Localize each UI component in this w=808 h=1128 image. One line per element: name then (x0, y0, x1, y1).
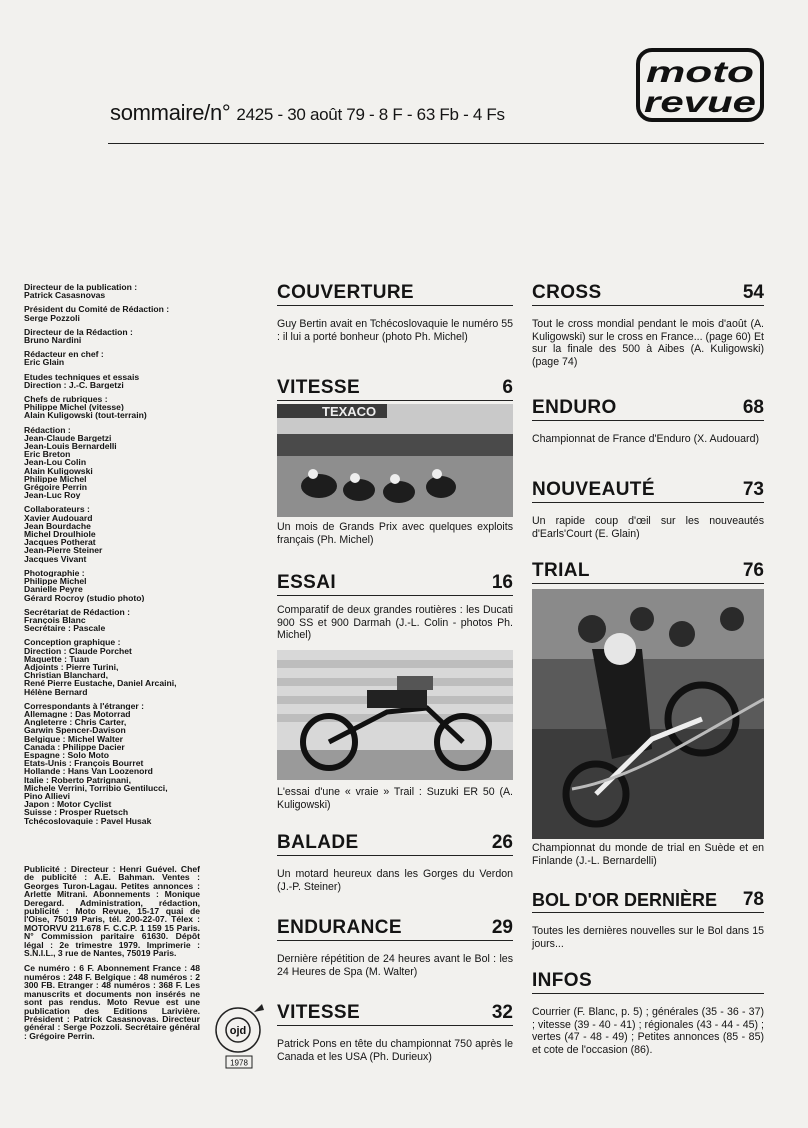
sommaire-label: sommaire/n° (110, 100, 231, 125)
subscription-paragraph: Ce numéro : 6 F. Abonnement France : 48 numéros : 248 F. Belgique : 48 numéros : 2 300 FB. Etranger : 48 numéros : 368 F. Les manuscrits et documents non insérés ne sont pas rendus. Moto Revue est une publication des Editions Larivière. Président : Patrick Casasnovas. Directeur général : Serge Pozzoli. Secrétaire général : Grégoire Perrin. (24, 963, 200, 1041)
staff-name: Secrétaire : Pascale (24, 624, 106, 633)
section-page: 73 (742, 479, 764, 500)
staff-block (24, 569, 204, 602)
staff-block (24, 608, 204, 633)
staff-role: Directeur de la Rédaction : (24, 327, 133, 337)
issue-header (110, 100, 505, 126)
staff-name: Alain Kuligowski (tout-terrain) (24, 411, 147, 420)
staff-name: Bruno Nardini (24, 336, 82, 345)
staff-name: Eric Glain (24, 358, 65, 367)
ojd-seal (210, 1000, 268, 1072)
staff-name: Adjoints : Pierre Turini, (24, 662, 119, 672)
section-cross (532, 283, 764, 368)
section-vitesse-1-caption (277, 521, 513, 546)
staff-name: Maquette : Tuan (24, 654, 90, 663)
section-page: 6 (502, 377, 513, 398)
staff-name: Jean Bourdache (24, 521, 91, 531)
staff-name: Hollande : Hans Van Loozenord (24, 767, 153, 776)
staff-block (24, 283, 204, 299)
staff-name: Japon : Motor Cyclist (24, 800, 112, 809)
staff-role: Photographie : (24, 568, 85, 578)
staff-name: René Pierre Eustache, Daniel Arcaini, (24, 679, 177, 688)
section-description: Un mois de Grands Prix avec quelques exploits français (Ph. Michel) (277, 521, 513, 546)
section-description: Guy Bertin avait en Tchécoslovaquie le numéro 55 : il lui a porté bonheur (photo Ph. Michel) (277, 318, 513, 343)
staff-name: Hélène Bernard (24, 687, 88, 696)
section-title: VITESSE (277, 1002, 361, 1023)
section-description: Un rapide coup d'œil sur les nouveautés d'Earls'Court (E. Glain) (532, 515, 764, 540)
section-page: 78 (742, 889, 764, 910)
section-title: BOL D'OR DERNIÈRE (532, 890, 717, 910)
section-description: Tout le cross mondial pendant le mois d'août (A. Kuligowski) sur le cross en France... (page 60) Et sur la finale des 500 à Aibes (A. Kuligowski) (page 74) (532, 318, 764, 368)
staff-name: Christian Blanchard, (24, 671, 109, 680)
staff-block (24, 328, 204, 344)
staff-name: Grégoire Perrin (24, 483, 88, 492)
staff-name: Etats-Unis : François Bourret (24, 759, 144, 768)
section-title: ENDURANCE (277, 917, 402, 938)
section-title: NOUVEAUTÉ (532, 479, 655, 500)
section-page: 32 (491, 1002, 513, 1023)
header-rule (108, 143, 764, 144)
section-enduro (532, 398, 764, 446)
staff-credits (24, 283, 204, 831)
staff-block (24, 638, 204, 695)
section-trial-caption (532, 842, 764, 867)
suzuki-photo (277, 650, 513, 780)
staff-block (24, 702, 204, 825)
staff-role: Conception graphique : (24, 638, 121, 647)
section-description: Comparatif de deux grandes routières : les Ducati 900 SS et 900 Darmah (J.-L. Colin - photos Ph. Michel) (277, 604, 513, 641)
grand-prix-photo (277, 404, 513, 517)
staff-name: Patrick Casasnovas (24, 291, 106, 300)
section-description: Patrick Pons en tête du championnat 750 après le Canada et les USA (Ph. Durieux) (277, 1038, 513, 1063)
section-page: 26 (491, 832, 513, 853)
staff-role: Directeur de la publication : (24, 283, 138, 292)
staff-block (24, 505, 204, 562)
section-title: ESSAI (277, 572, 337, 593)
section-title: CROSS (532, 282, 602, 303)
staff-name: Eric Breton (24, 450, 71, 459)
staff-name: Jacques Potherat (24, 538, 96, 547)
staff-name: Michele Verrini, Torribio Gentilucci, (24, 783, 168, 792)
staff-role: Chefs de rubriques : (24, 395, 108, 404)
issue-info: 2425 - 30 août 79 - 8 F - 63 Fb - 4 Fs (236, 105, 505, 124)
section-description: Toutes les dernières nouvelles sur le Bol dans 15 jours... (532, 925, 764, 950)
staff-name: Jean-Claude Bargetzi (24, 433, 112, 443)
section-description: Courrier (F. Blanc, p. 5) ; générales (35 - 36 - 37) ; vitesse (39 - 40 - 41) ; régionales (43 - 44 - 45) ; vertes (47 - 48 - 49) ; Petites annonces (85 - 85) et cote de l'occasion (86). (532, 1006, 764, 1056)
section-vitesse-1 (277, 378, 513, 401)
staff-name: Alain Kuligowski (24, 466, 93, 475)
section-essai (277, 573, 513, 642)
staff-name: Direction : Claude Porchet (24, 646, 132, 655)
staff-block (24, 305, 204, 321)
section-page: 54 (742, 282, 764, 303)
section-title: TRIAL (532, 560, 590, 581)
staff-name: Xavier Audouard (24, 513, 93, 522)
staff-name: Jean-Louis Bernardelli (24, 442, 117, 451)
section-page: 16 (491, 572, 513, 593)
section-essai-caption (277, 786, 513, 811)
section-page: 76 (742, 560, 764, 581)
section-title: COUVERTURE (277, 282, 415, 303)
staff-role: Secrétariat de Rédaction : (24, 607, 131, 616)
staff-name: Danielle Peyre (24, 585, 83, 594)
section-page: 68 (742, 397, 764, 418)
staff-role: Correspondants à l'étranger : (24, 701, 144, 710)
publisher-info (24, 865, 200, 1047)
section-infos (532, 971, 764, 1056)
staff-name: Serge Pozzoli (24, 313, 80, 322)
section-title: ENDURO (532, 397, 617, 418)
staff-role: Etudes techniques et essais (24, 372, 140, 381)
staff-name: Philippe Michel (24, 474, 87, 484)
staff-role: Président du Comité de Rédaction : (24, 305, 170, 314)
staff-role: Rédaction : (24, 425, 71, 434)
staff-block (24, 426, 204, 500)
section-title: INFOS (532, 970, 593, 991)
section-page: 29 (491, 917, 513, 938)
staff-name: Canada : Philippe Dacier (24, 742, 125, 751)
staff-name: Jean-Lou Colin (24, 458, 87, 467)
staff-block (24, 395, 204, 420)
staff-name: Belgique : Michel Walter (24, 734, 123, 743)
staff-name: Italie : Roberto Patrignani, (24, 775, 131, 784)
logo-revue-text: revue (644, 86, 756, 119)
staff-block (24, 350, 204, 366)
section-description: Un motard heureux dans les Gorges du Verdon (J.-P. Steiner) (277, 868, 513, 893)
section-title: VITESSE (277, 377, 361, 398)
section-trial (532, 561, 764, 584)
staff-name: Angleterre : Chris Carter, (24, 718, 127, 727)
staff-name: Jean-Pierre Steiner (24, 546, 103, 555)
moto-revue-logo (636, 48, 764, 122)
staff-name: Espagne : Solo Moto (24, 750, 109, 760)
staff-name: François Blanc (24, 615, 86, 625)
section-description: L'essai d'une « vraie » Trail : Suzuki ER 50 (A. Kuligowski) (277, 786, 513, 811)
staff-name: Tchécoslovaquie : Pavel Husak (24, 816, 152, 825)
section-description: Championnat du monde de trial en Suède et en Finlande (J.-L. Bernardelli) (532, 842, 764, 867)
staff-name: Philippe Michel (vitesse) (24, 403, 124, 412)
section-nouveaute (532, 480, 764, 540)
staff-name: Allemagne : Das Motorrad (24, 709, 131, 719)
staff-name: Philippe Michel (24, 577, 87, 586)
staff-name: Gérard Rocroy (studio photo) (24, 593, 145, 602)
trial-photo (532, 589, 764, 839)
staff-name: Jean-Luc Roy (24, 491, 81, 500)
staff-block (24, 373, 204, 389)
texaco-sign: TEXACO (322, 404, 377, 419)
section-title: BALADE (277, 832, 359, 853)
section-description: Dernière répétition de 24 heures avant le Bol : les 24 Heures de Spa (M. Walter) (277, 953, 513, 978)
publicity-paragraph: Publicité : Directeur : Henri Guével. Chef de publicité : A.E. Bahman. Ventes : Georges Turon-Lagau. Petites annonces : Arlette Mitrani. Abonnements : Monique Deregard. Administration, rédaction, publicité : Moto Revue, 15-17 quai de l'Oise, 75019 Paris, tél. 200-22-07. Télex : MOTORVU 211.678 F. C.C.P. 1 159 15 Paris. N° Commission paritaire 61630. Dépôt légal : 2e trimestre 1979. Imprimerie : S.N.I.L., 3 rue de Nantes, 75019 Paris. (24, 864, 200, 959)
staff-name: Garwin Spencer-Davison (24, 726, 126, 735)
section-vitesse-2 (277, 1003, 513, 1063)
seal-year: 1978 (230, 1058, 248, 1068)
svg-text:ojd: ojd (229, 1025, 247, 1037)
section-couverture (277, 283, 513, 343)
staff-role: Collaborateurs : (24, 505, 90, 514)
section-endurance (277, 918, 513, 978)
staff-name: Jacques Vivant (24, 554, 87, 563)
logo-moto-text: moto (646, 56, 754, 89)
section-bol-dor (532, 890, 764, 950)
section-description: Championnat de France d'Enduro (X. Audouard) (532, 433, 759, 445)
staff-name: Direction : J.-C. Bargetzi (24, 380, 124, 390)
staff-role: Rédacteur en chef : (24, 350, 104, 359)
staff-name: Michel Droulhiole (24, 530, 96, 539)
section-balade (277, 833, 513, 893)
staff-name: Pino Allievi (24, 791, 71, 801)
staff-name: Suisse : Prosper Ruetsch (24, 808, 129, 817)
